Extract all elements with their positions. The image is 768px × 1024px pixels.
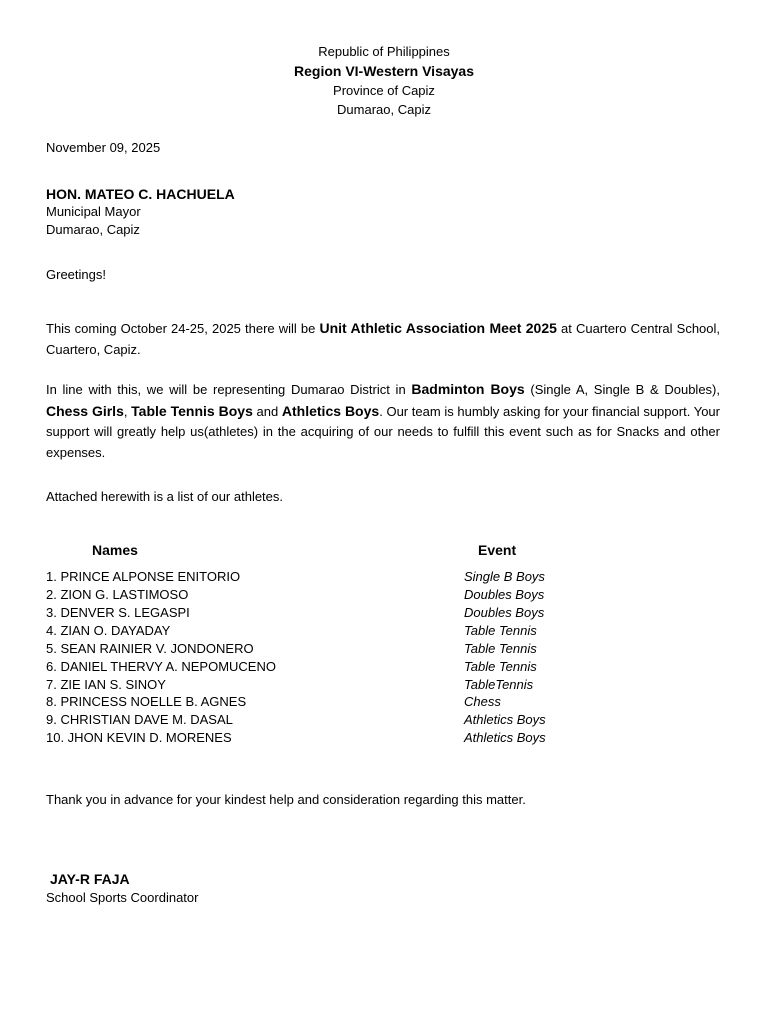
table-row: [46, 641, 720, 659]
closing-statement: Thank you in advance for your kindest help and consideration regarding this matter.: [46, 792, 526, 807]
athlete-event: Table Tennis: [464, 641, 537, 656]
table-row: [46, 659, 720, 677]
table-row: [46, 623, 720, 641]
paragraph1-venue: at Cuartero Central School, Cuartero, Capiz.: [46, 321, 721, 357]
paragraph2-mid1: (Single A, Single B & Doubles),: [524, 382, 720, 397]
letterhead-municipality: Dumarao, Capiz: [337, 102, 431, 117]
athlete-event: TableTennis: [464, 677, 534, 692]
sport-badminton: Badminton Boys: [411, 381, 525, 397]
attached-note: Attached herewith is a list of our athletes.: [46, 489, 284, 504]
table-row: [46, 694, 720, 712]
athlete-event: Table Tennis: [464, 623, 537, 638]
athlete-event: Single B Boys: [464, 569, 545, 584]
recipient-name: HON. MATEO C. HACHUELA: [46, 186, 235, 202]
paragraph2-intro: In line with this, we will be representing Dumarao District in: [46, 382, 412, 397]
athlete-name: 5. SEAN RAINIER V. JONDONERO: [46, 641, 254, 656]
signatory-name: JAY-R FAJA: [50, 871, 130, 887]
greeting: Greetings!: [46, 267, 106, 282]
athlete-event: Doubles Boys: [464, 587, 545, 602]
event-name: Unit Athletic Association Meet 2025: [319, 320, 557, 336]
letter-date: November 09, 2025: [46, 140, 161, 155]
paragraph2-mid2: ,: [123, 403, 132, 419]
athlete-event: Athletics Boys: [464, 712, 546, 727]
table-header-event: Event: [478, 542, 517, 558]
table-row: [46, 730, 720, 748]
table-row: [46, 569, 720, 587]
athlete-event: Doubles Boys: [464, 605, 545, 620]
athlete-event: Table Tennis: [464, 659, 537, 674]
athlete-name: 8. PRINCESS NOELLE B. AGNES: [46, 694, 247, 709]
athlete-name: 10. JHON KEVIN D. MORENES: [46, 730, 232, 745]
athlete-name: 3. DENVER S. LEGASPI: [46, 605, 190, 620]
athlete-name: 7. ZIE IAN S. SINOY: [46, 677, 166, 692]
table-row: [46, 587, 720, 605]
table-header-names: Names: [92, 542, 138, 558]
athlete-name: 9. CHRISTIAN DAVE M. DASAL: [46, 712, 233, 727]
recipient-title: Municipal Mayor: [46, 204, 141, 219]
signatory-title: School Sports Coordinator: [46, 890, 199, 905]
table-row: [46, 712, 720, 730]
sport-chess: Chess Girls: [46, 402, 124, 419]
letterhead-country: Republic of Philippines: [318, 44, 450, 59]
sport-athletics: Athletics Boys: [281, 402, 380, 419]
table-row: [46, 605, 720, 623]
paragraph1-intro: This coming October 24-25, 2025 there will be: [46, 321, 320, 336]
paragraph2-request: . Our team is humbly asking for your financial support. Your support will greatly help us(athletes) in the acquiring of our needs to fulfill this event such as for Snacks and other expenses.: [46, 403, 720, 460]
paragraph-support-request: [46, 379, 720, 463]
athlete-event: Chess: [464, 694, 501, 709]
table-row: [46, 677, 720, 695]
athlete-name: 6. DANIEL THERVY A. NEPOMUCENO: [46, 659, 276, 674]
athlete-name: 4. ZIAN O. DAYADAY: [46, 623, 171, 638]
paragraph-event-announcement: [46, 318, 720, 360]
paragraph2-mid3: and: [252, 403, 282, 419]
athlete-name: 2. ZION G. LASTIMOSO: [46, 587, 189, 602]
recipient-location: Dumarao, Capiz: [46, 222, 140, 237]
athlete-name: 1. PRINCE ALPONSE ENITORIO: [46, 569, 241, 584]
letterhead-region: Region VI-Western Visayas: [294, 63, 474, 79]
sport-table-tennis: Table Tennis Boys: [131, 402, 253, 419]
athlete-event: Athletics Boys: [464, 730, 546, 745]
letterhead-province: Province of Capiz: [333, 83, 435, 98]
